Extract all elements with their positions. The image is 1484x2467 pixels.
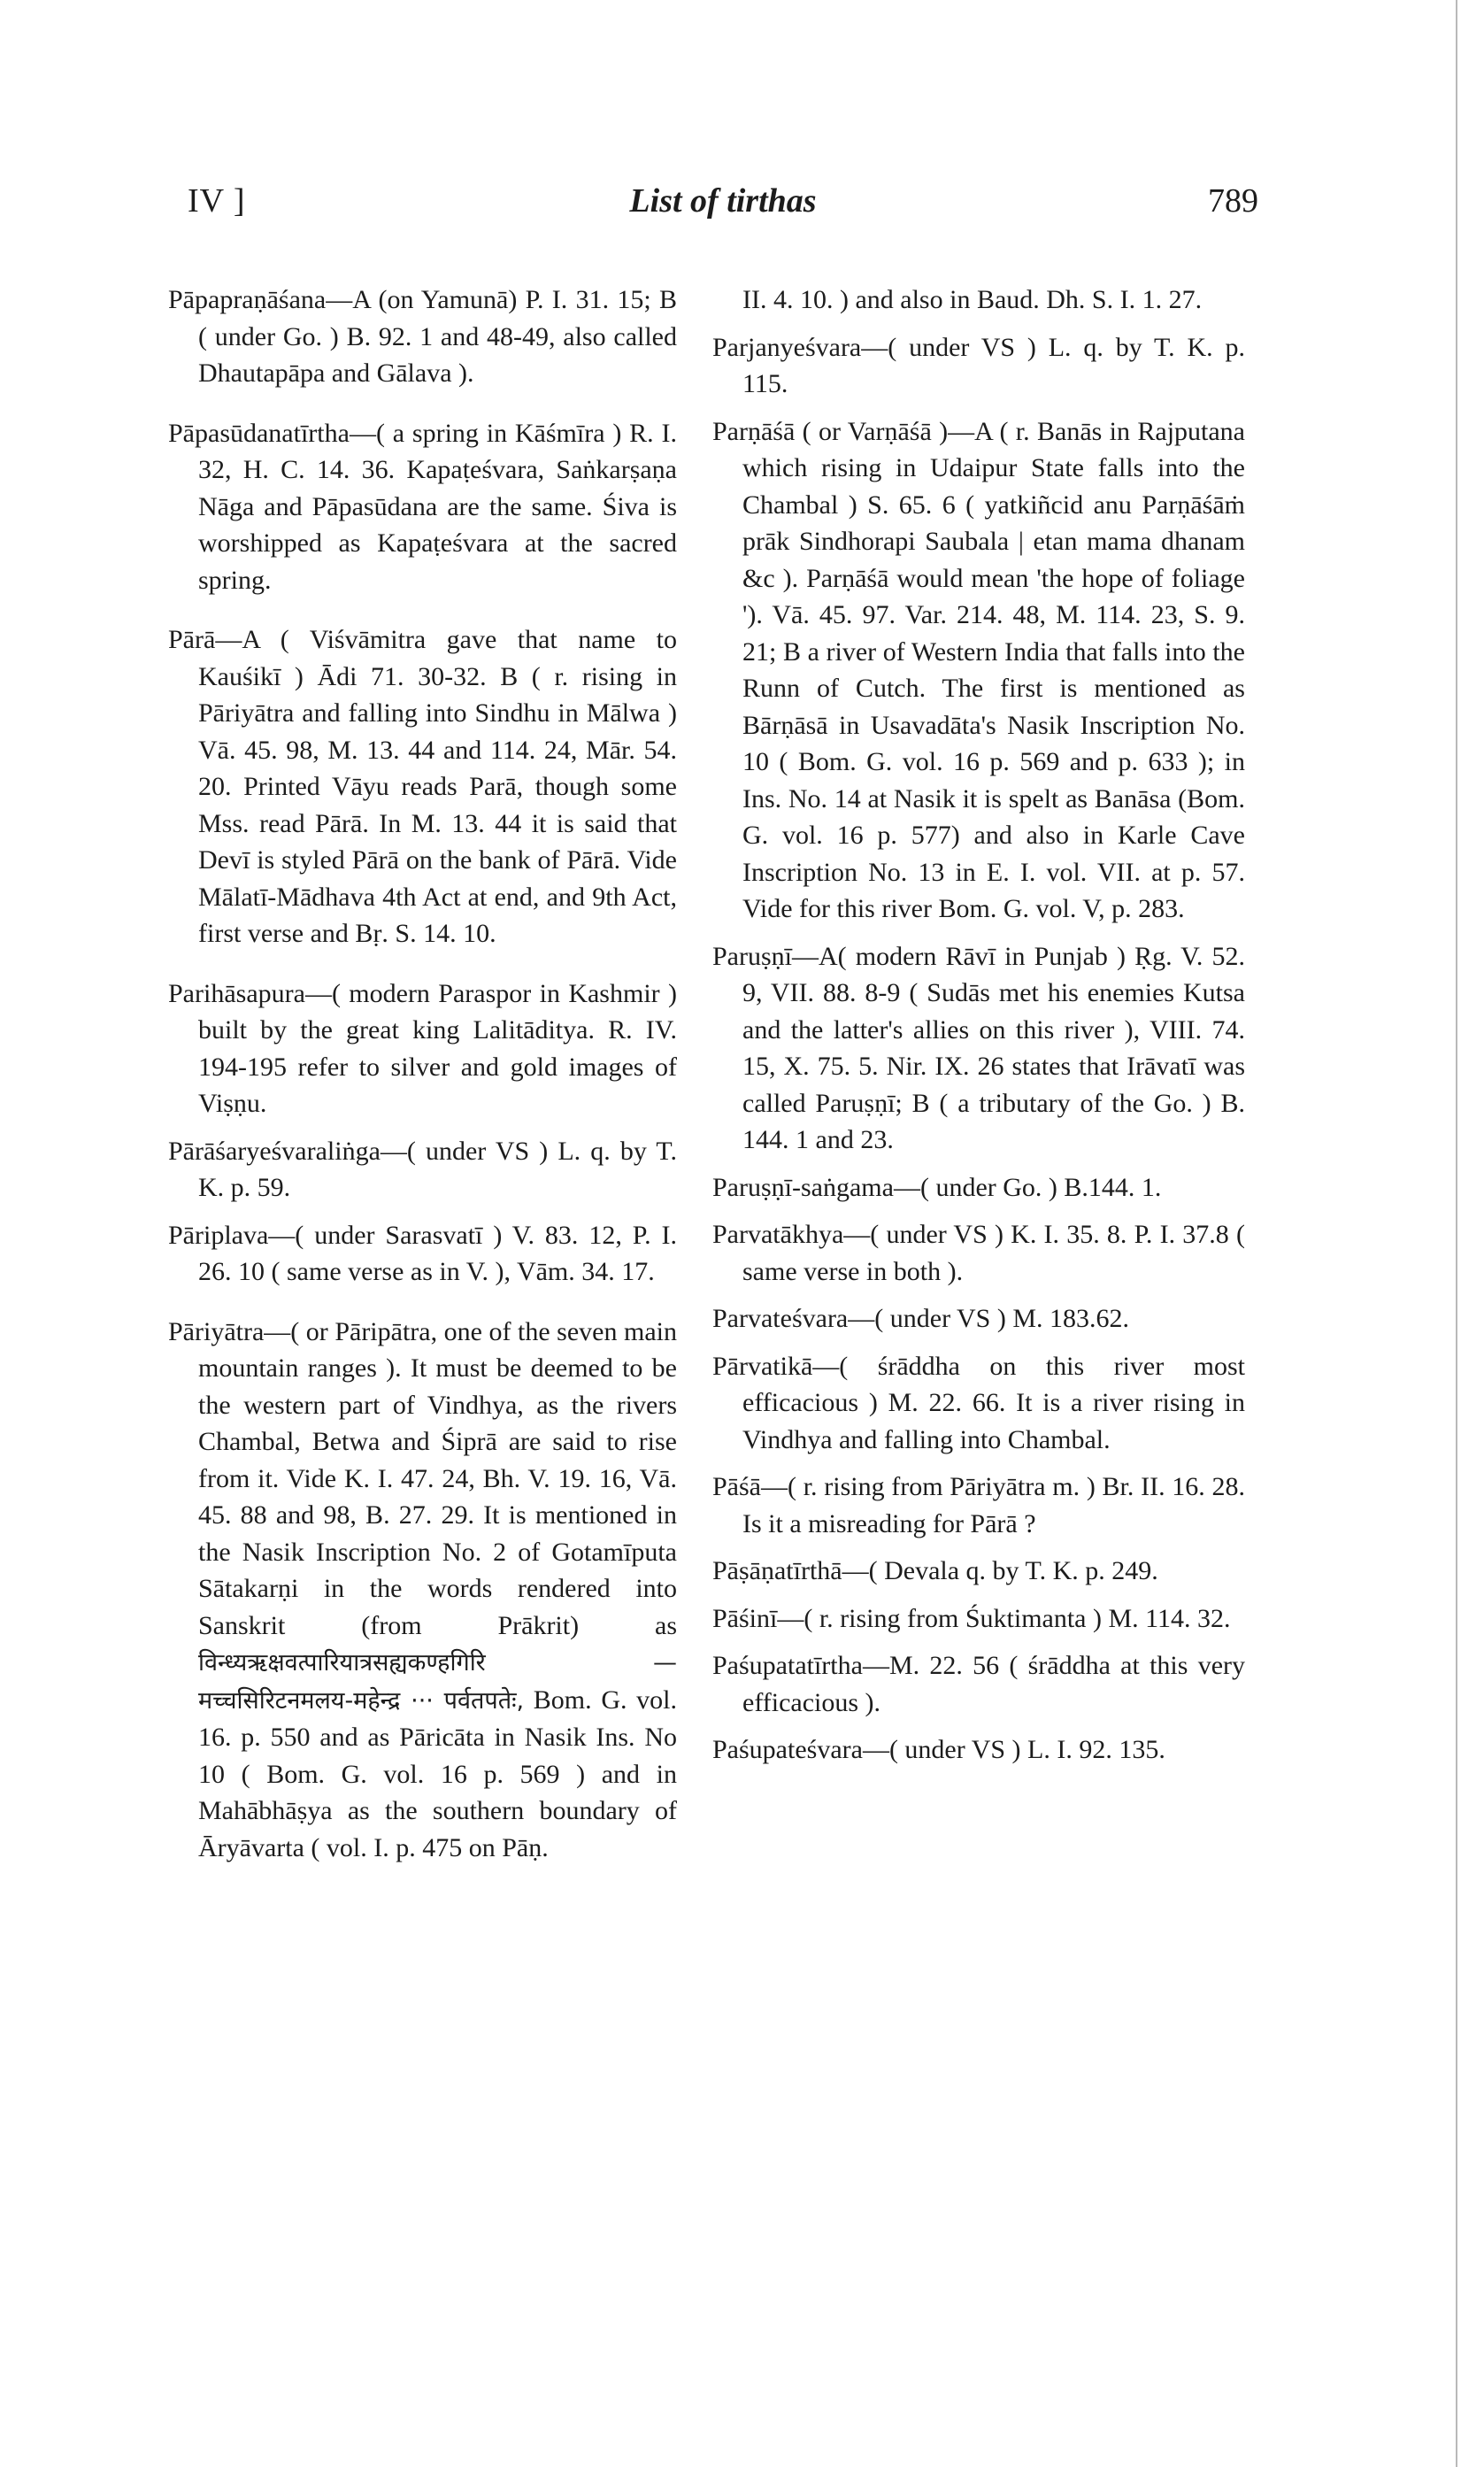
entry-pasupatesvara	[712, 1731, 1245, 1769]
entry-continuation	[712, 281, 1245, 319]
entry-pasa	[712, 1469, 1245, 1542]
entry-text: —M. 22. 56 ( śrāddha at this very efficacious ).	[742, 1651, 1245, 1717]
entry-parusni-sangama	[712, 1169, 1245, 1207]
page-edge-rule	[1456, 0, 1457, 2467]
headword: Pāśā	[712, 1472, 761, 1501]
entry-text: —( modern Paraspor in Kashmir ) built by the great king Lalitāditya. R. IV. 194-195 refer to silver and gold images of Viṣṇu.	[198, 978, 677, 1118]
entry-text: —( under VS ) L. I. 92. 135.	[862, 1735, 1165, 1764]
headword: Pāśinī	[712, 1603, 778, 1633]
entry-pasanatirtha	[712, 1553, 1245, 1590]
entry-pariyatra	[168, 1314, 677, 1867]
sanskrit-quotation: विन्ध्यऋक्षवत्पारियात्रसह्यकण्हगिरि — मच्चसिरिटनमलय-महेन्द्र ··· पर्वतपतेः,	[198, 1649, 677, 1715]
entry-text: —A( modern Rāvī in Punjab ) Ṛg. V. 52. 9, VII. 88. 8-9 ( Sudās met his enemies Kutsa and the latter's allies on this river ), VIII. 74. 15, X. 75. 5. Nir. IX. 26 states that Irāvatī was called Paruṣṇī; B ( a tributary of the Go. ) B. 144. 1 and 23.	[742, 941, 1245, 1154]
headword: Parṇāśā	[712, 416, 796, 446]
headword: Parvatākhya	[712, 1220, 844, 1249]
entry-text: —( a spring in Kāśmīra ) R. I. 32, H. C. 14. 36. Kapaṭeśvara, Saṅkarṣaṇa Nāga and Pāpasūdana are the same. Śiva is worshipped as Kapaṭeśvara at the sacred spring.	[198, 418, 677, 595]
entry-text: —( Devala q. by T. K. p. 249.	[842, 1556, 1158, 1585]
running-title: List of tirthas	[629, 182, 817, 220]
headword: Pārā	[168, 625, 216, 654]
entry-text: —( śrāddha on this river most efficacious ) M. 22. 66. It is a river rising in Vindhya and falling into Chambal.	[742, 1351, 1245, 1454]
running-header	[188, 181, 1258, 243]
entry-text: —( under VS ) L. q. by T. K. p. 59.	[198, 1136, 677, 1202]
entry-parvatika	[712, 1348, 1245, 1459]
entry-text-continued: Bom. G. vol. 16. p. 550 and as Pāricāta in Nasik Ins. No 10 ( Bom. G. vol. 16 p. 569 ) and in Mahābhāṣya as the southern boundary of Āryāvarta ( vol. I. p. 475 on Pāṇ.	[198, 1684, 677, 1862]
entry-text: —( under Go. ) B.144. 1.	[893, 1172, 1162, 1202]
entry-papapranasana	[168, 281, 677, 392]
entry-para	[168, 621, 677, 952]
entry-parusni	[712, 938, 1245, 1159]
headword: Pāriplava	[168, 1220, 269, 1250]
left-column	[168, 281, 677, 1889]
headword: Paśupateśvara	[712, 1735, 863, 1764]
entry-text: —( r. rising from Śuktimanta ) M. 114. 32.	[777, 1603, 1231, 1633]
entry-parjanyesvara	[712, 329, 1245, 403]
volume-marker: IV ]	[188, 182, 246, 220]
entry-pariplava	[168, 1217, 677, 1291]
entry-parvatakhya	[712, 1216, 1245, 1290]
entry-parihasapura	[168, 975, 677, 1122]
headword: Parjanyeśvara	[712, 332, 862, 362]
entry-parvatesvara	[712, 1300, 1245, 1338]
entry-papasudanatirtha	[168, 415, 677, 599]
headword: Parvateśvara	[712, 1304, 849, 1333]
headword: Pāṣāṇatīrthā	[712, 1556, 842, 1585]
headword: Pārāśaryeśvaraliṅga	[168, 1136, 381, 1166]
entry-text: —A ( Viśvāmitra gave that name to Kauśikī ) Ādi 71. 30-32. B ( r. rising in Pāriyātra and falling into Sindhu in Mālwa ) Vā. 45. 98, M. 13. 44 and 114. 24, Mār. 54. 20. Printed Vāyu reads Parā, though some Mss. read Pārā. In M. 13. 44 it is said that Devī is styled Pārā on the bank of Pārā. Vide Mālatī-Mādhava 4th Act at end, and 9th Act, first verse and Bṛ. S. 14. 10.	[198, 625, 677, 948]
entry-pasini	[712, 1600, 1245, 1638]
entry-text: II. 4. 10. ) and also in Baud. Dh. S. I. 1. 27.	[742, 285, 1203, 314]
headword: Paruṣṇī-saṅgama	[712, 1172, 894, 1202]
headword: Pāriyātra	[168, 1316, 265, 1346]
entry-text: ( or Varṇāśā )—A ( r. Banās in Rajputana which rising in Udaipur State falls into the Chambal ) S. 65. 6 ( yatkiñcid anu Parṇāśāṁ prāk Sindhorapi Saubala | etan mama dhanam &c ). Parṇāśā would mean 'the hope of foliage '). Vā. 45. 97. Var. 214. 48, M. 114. 23, S. 9. 21; B a river of Western India that falls into the Runn of Cutch. The first is mentioned as Bārṇāsā in Usavadāta's Nasik Inscription No. 10 ( Bom. G. vol. 16 p. 569 and p. 633 ); in Ins. No. 14 at Nasik it is spelt as Banāsa (Bom. G. vol. 16 p. 577) and also in Karle Cave Inscription No. 13 in E. I. vol. VII. at p. 57. Vide for this river Bom. G. vol. V, p. 283.	[742, 416, 1245, 923]
headword: Pāpapraṇāśana	[168, 285, 327, 314]
entry-text: —( under VS ) K. I. 35. 8. P. I. 37.8 ( same verse in both ).	[742, 1220, 1245, 1286]
entry-parnasa	[712, 413, 1245, 928]
entry-parasaryesvaralinga	[168, 1133, 677, 1207]
entry-pasupatatirtha	[712, 1647, 1245, 1721]
entry-text: —( under Sarasvatī ) V. 83. 12, P. I. 26. 10 ( same verse as in V. ), Vām. 34. 17.	[198, 1220, 677, 1286]
entry-text: —( or Pāripātra, one of the seven main mountain ranges ). It must be deemed to be the western part of Vindhya, as the rivers Chambal, Betwa and Śiprā are said to rise from it. Vide K. I. 47. 24, Bh. V. 19. 16, Vā. 45. 88 and 98, B. 27. 29. It is mentioned in the Nasik Inscription No. 2 of Gotamīputa Sātakarṇi in the words rendered into Sanskrit (from Prākrit) as	[198, 1316, 677, 1640]
entry-text: —( r. rising from Pāriyātra m. ) Br. II. 16. 28. Is it a misreading for Pārā ?	[742, 1472, 1245, 1538]
right-column	[712, 281, 1245, 1779]
headword: Paruṣṇī	[712, 941, 792, 971]
page-number: 789	[1208, 182, 1258, 220]
headword: Paśupatatīrtha	[712, 1651, 863, 1680]
headword: Pārvatikā	[712, 1351, 813, 1381]
headword: Pāpasūdanatīrtha	[168, 418, 350, 448]
entry-text: —( under VS ) L. q. by T. K. p. 115.	[742, 332, 1245, 398]
entry-text: —( under VS ) M. 183.62.	[848, 1304, 1130, 1333]
entry-text: —A (on Yamunā) P. I. 31. 15; B ( under Go. ) B. 92. 1 and 48-49, also called Dhautapāpa and Gālava ).	[198, 285, 677, 388]
headword: Parihāsapura	[168, 978, 305, 1008]
